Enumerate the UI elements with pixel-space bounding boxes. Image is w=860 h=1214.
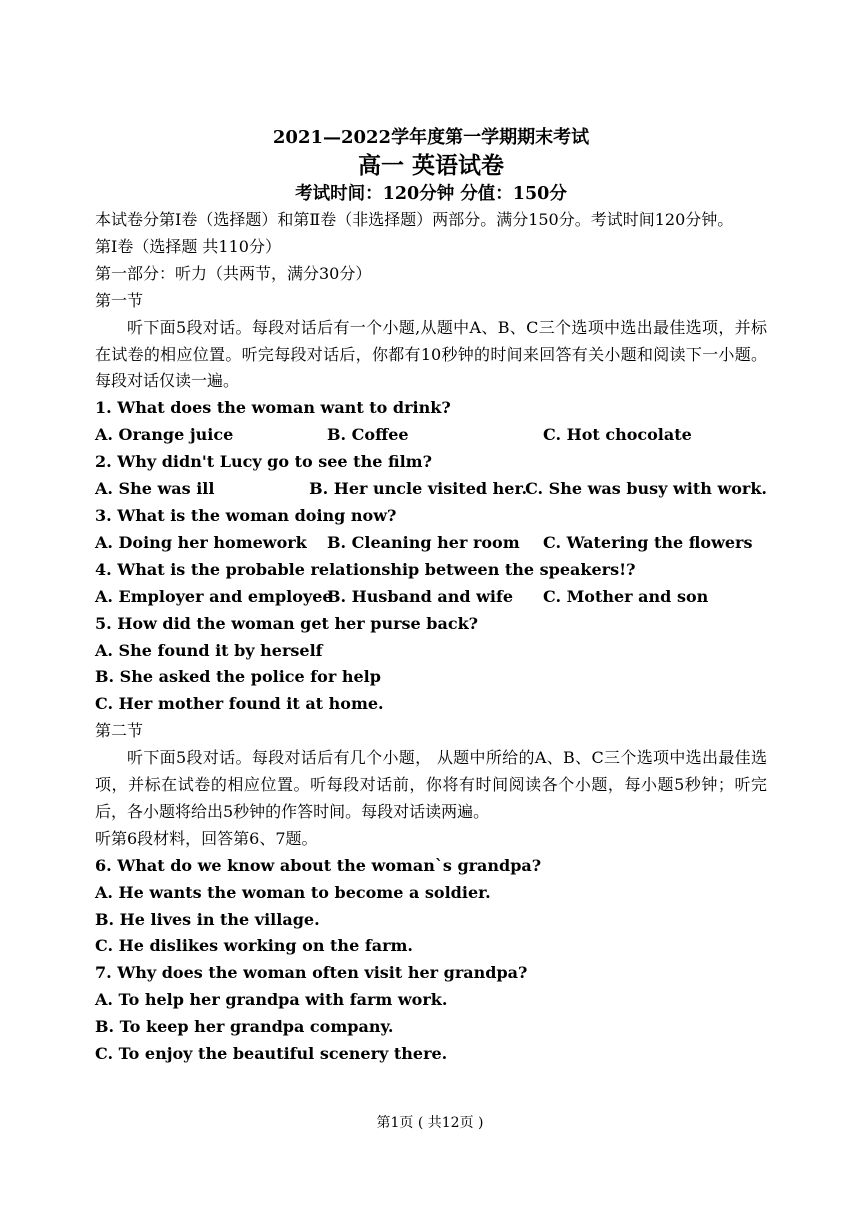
part-heading: 第一部分：听力（共两节，满分30分） xyxy=(95,263,372,283)
question-3-options xyxy=(95,530,767,557)
option-b: B. Husband and wife xyxy=(327,586,514,606)
section2-instructions: 听下面5段对话。每段对话后有几个小题， 从题中所给的A、B、C三个选项中选出最佳选项，并标在试卷的相应位置。听每段对话前，你将有时间阅读各个小题，每小题5秒钟；听完后，各小题将给出5秒钟的作答时间。每段对话读两遍。 xyxy=(95,748,767,821)
section2-label: 第二节 xyxy=(95,721,144,741)
exam-subtitle: 高一 英语试卷 xyxy=(357,152,504,179)
question-5: 5. How did the woman get her purse back? xyxy=(95,613,479,633)
volume-heading: 第Ⅰ卷（选择题 共110分） xyxy=(95,236,281,256)
option-c: C. She was busy with work. xyxy=(525,479,767,499)
option-b: B. Coffee xyxy=(327,425,409,445)
question-2: 2. Why didn't Lucy go to see the film? xyxy=(95,452,432,472)
option-b: B. Cleaning her room xyxy=(327,532,520,552)
option-c: C. Hot chocolate xyxy=(543,425,692,445)
question-5-option-a: A. She found it by herself xyxy=(95,640,323,660)
question-1: 1. What does the woman want to drink? xyxy=(95,398,451,418)
page-footer: 第1页 ( 共12页 ) xyxy=(376,1115,484,1131)
material-note: 听第6段材料，回答第6、7题。 xyxy=(95,828,318,848)
option-b: B. Her uncle visited her. xyxy=(309,479,528,499)
question-6-option-b: B. He lives in the village. xyxy=(95,909,320,929)
option-a: A. She was ill xyxy=(95,479,215,499)
option-a: A. Orange juice xyxy=(95,425,234,445)
question-1-options xyxy=(95,422,767,449)
question-6: 6. What do we know about the woman`s grandpa? xyxy=(95,855,542,875)
question-7-option-a: A. To help her grandpa with farm work. xyxy=(95,990,448,1010)
question-7-option-b: B. To keep her grandpa company. xyxy=(95,1017,394,1037)
question-5-option-c: C. Her mother found it at home. xyxy=(95,694,384,714)
question-3: 3. What is the woman doing now? xyxy=(95,505,397,525)
option-c: C. Watering the flowers xyxy=(543,532,753,552)
question-4-options xyxy=(95,584,767,611)
question-7-option-c: C. To enjoy the beautiful scenery there. xyxy=(95,1044,448,1064)
exam-time-score: 考试时间：120分钟 分值：150分 xyxy=(295,184,567,204)
question-5-option-b: B. She asked the police for help xyxy=(95,667,381,687)
option-c: C. Mother and son xyxy=(543,586,709,606)
question-4: 4. What is the probable relationship between the speakers!? xyxy=(95,559,636,579)
question-6-option-c: C. He dislikes working on the farm. xyxy=(95,936,413,956)
exam-title: 2021—2022学年度第一学期期末考试 xyxy=(272,127,590,148)
intro-text: 本试卷分第Ⅰ卷（选择题）和第Ⅱ卷（非选择题）两部分。满分150分。考试时间120分钟。 xyxy=(95,210,734,229)
section1-instructions: 听下面5段对话。每段对话后有一个小题,从题中A、B、C三个选项中选出最佳选项，并标在试卷的相应位置。听完每段对话后，你都有10秒钟的时间来回答有关小题和阅读下一小题。每段对话仅读一遍。 xyxy=(95,317,767,391)
option-a: A. Employer and employee xyxy=(95,586,333,606)
section1-label: 第一节 xyxy=(95,290,144,310)
page-content xyxy=(95,126,767,1068)
question-7: 7. Why does the woman often visit her grandpa? xyxy=(95,963,528,983)
option-a: A. Doing her homework xyxy=(95,532,307,552)
question-6-option-a: A. He wants the woman to become a soldier. xyxy=(95,882,491,902)
question-2-options xyxy=(95,476,767,503)
